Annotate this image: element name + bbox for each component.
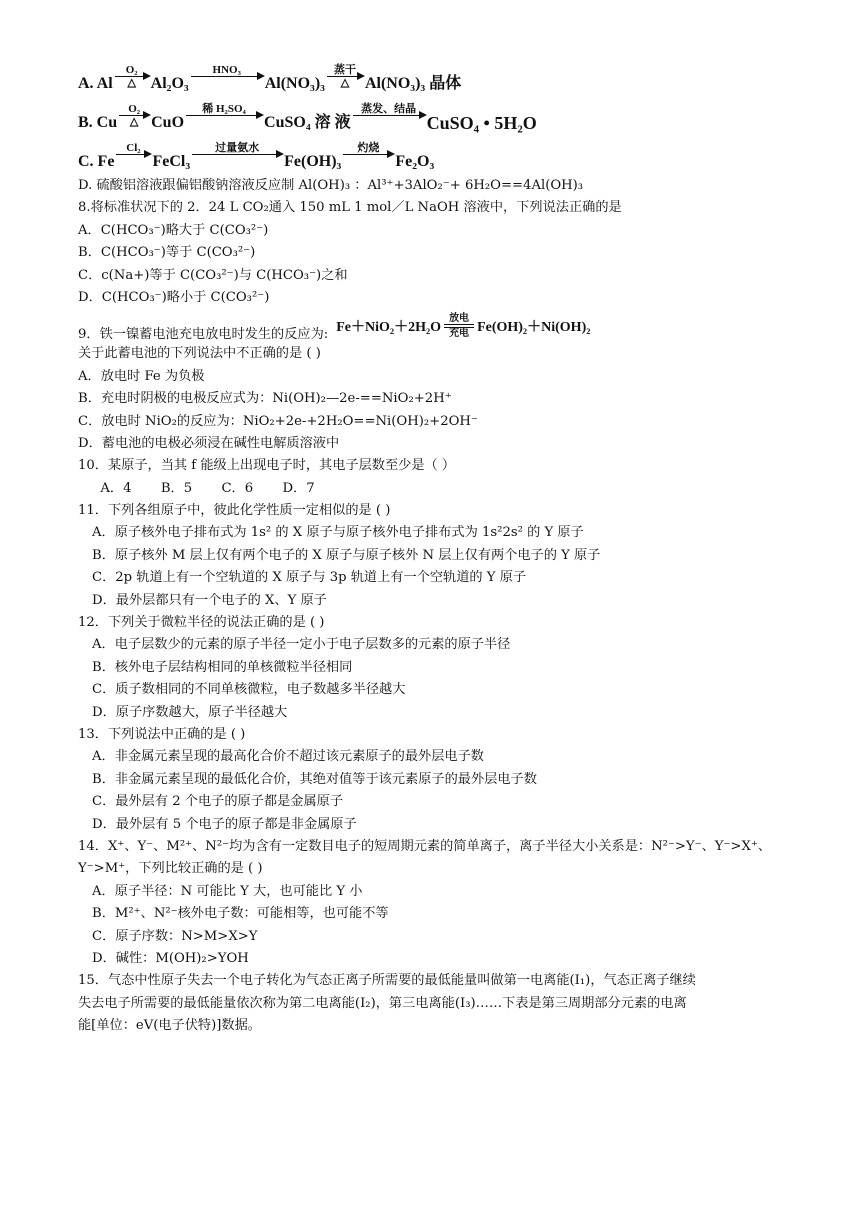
question-14-option-c: C．原子序数：N>M>X>Y (92, 928, 258, 944)
exam-page (78, 58, 798, 1037)
question-12-option-c: C．质子数相同的不同单核微粒，电子数越多半径越大 (92, 682, 406, 698)
reaction-arrow: 稀 H₂SO₄ (186, 103, 262, 128)
question-15-line-3: 能[单位：eV(电子伏特)]数据。 (78, 1018, 261, 1034)
reaction-b-product-1: CuO (151, 113, 185, 131)
reaction-d: D. 硫酸铝溶液跟偏铝酸钠溶液反应制 Al(OH)₃ ：Al³⁺+3AlO₂⁻+ 6H₂O==4Al(OH)₃ (78, 178, 584, 193)
question-13-option-b: B．非金属元素呈现的最低化合价，其绝对值等于该元素原子的最外层电子数 (92, 771, 537, 787)
reaction-arrow: Cl₂ (116, 142, 150, 167)
reaction-b-product-2: CuSO₄ 溶 液 (264, 113, 351, 131)
question-9-equation: Fe＋NiO₂＋2H₂O 放电 充电 Fe(OH)₂＋Ni(OH)₂ (336, 313, 591, 340)
reaction-b (78, 97, 798, 136)
question-9-stem: 9．铁一镍蓄电池充电放电时发生的反应为: (78, 326, 329, 342)
question-12-option-b: B．核外电子层结构相同的单核微粒半径相同 (92, 659, 353, 675)
question-9-option-c: C．放电时 NiO₂的反应为：NiO₂+2e-+2H₂O==Ni(OH)₂+2OH⁻ (78, 413, 478, 429)
question-10-stem: 10．某原子，当其 f 能级上出现电子时，其电子层数至少是（ ） (78, 458, 456, 474)
reaction-arrow: HNO₃ (191, 64, 263, 89)
question-13-option-d: D．最外层有 5 个电子的原子都是非金属原子 (92, 816, 357, 832)
question-12-option-d: D．原子序数越大，原子半径越大 (92, 704, 288, 720)
reaction-arrow: 过量氨水 (192, 142, 282, 167)
question-8-stem: 8.将标准状况下的 2．24 L CO₂通入 150 mL 1 mol／L NaOH 溶液中，下列说法正确的是 (78, 200, 622, 216)
question-13-option-a: A．非金属元素呈现的最高化合价不超过该元素原子的最外层电子数 (92, 749, 484, 765)
reversible-arrow: 放电 充电 (444, 313, 474, 339)
question-9-option-b: B．充电时阴极的电极反应式为：Ni(OH)₂—2e-==NiO₂+2H⁺ (78, 391, 452, 407)
question-11-option-c: C．2p 轨道上有一个空轨道的 X 原子与 3p 轨道上有一个空轨道的 Y 原子 (92, 570, 527, 586)
reaction-arrow: 灼烧 (343, 142, 393, 167)
reaction-a-product-3: Al(NO₃)₃ 晶体 (364, 74, 462, 92)
question-12-option-a: A．电子层数少的元素的原子半径一定小于电子层数多的元素的原子半径 (92, 637, 511, 653)
question-14-stem-1: 14．X⁺、Y⁻、M²⁺、N²⁻均为含有一定数目电子的短周期元素的简单离子，离子半径大小关系是：N²⁻>Y⁻、Y⁻>X⁺、 (78, 838, 772, 854)
question-14-option-b: B．M²⁺、N²⁻核外电子数：可能相等，也可能不等 (92, 906, 389, 922)
question-14-option-a: A．原子半径：N 可能比 Y 大，也可能比 Y 小 (92, 883, 363, 899)
question-9-stem-2: 关于此蓄电池的下列说法中不正确的是 ( ) (78, 346, 321, 362)
reaction-a (78, 58, 798, 97)
reaction-a-product-1: Al₂O₃ (150, 74, 189, 92)
reaction-c-product-3: Fe₂O₃ (395, 152, 435, 170)
reaction-b-label: B. Cu (78, 113, 118, 131)
question-15-line-2: 失去电子所需要的最低能量依次称为第二电离能(I₂)，第三电离能(I₃)……下表是第三周期部分元素的电离 (78, 995, 687, 1011)
reaction-c-label: C. Fe (78, 152, 115, 170)
question-9-option-a: A．放电时 Fe 为负极 (78, 368, 205, 384)
reaction-arrow: O₂ △ (119, 103, 149, 128)
question-8-option-a: A．C(HCO₃⁻)略大于 C(CO₃²⁻) (78, 222, 269, 238)
question-11-option-d: D．最外层都只有一个电子的 X、Y 原子 (92, 592, 327, 608)
question-8-option-c: C．c(Na+)等于 C(CO₃²⁻)与 C(HCO₃⁻)之和 (78, 267, 348, 283)
question-14-stem-2: Y⁻>M⁺，下列比较正确的是 ( ) (78, 861, 263, 877)
reaction-arrow: 蒸干 △ (327, 64, 363, 89)
question-13-stem: 13．下列说法中正确的是 ( ) (78, 726, 246, 742)
question-10-options: A．4 B．5 C．6 D．7 (92, 480, 315, 496)
question-11-option-b: B．原子核外 M 层上仅有两个电子的 X 原子与原子核外 N 层上仅有两个电子的 Y 原子 (92, 547, 601, 563)
question-12-stem: 12．下列关于微粒半径的说法正确的是 ( ) (78, 615, 325, 631)
question-8-option-d: D．C(HCO₃⁻)略小于 C(CO₃²⁻) (78, 289, 270, 305)
question-14-option-d: D．碱性：M(OH)₂>YOH (92, 950, 249, 966)
reaction-c-product-1: FeCl₃ (152, 152, 191, 170)
question-9-stem-row (78, 309, 798, 343)
reaction-a-product-2: Al(NO₃)₃ (264, 74, 325, 92)
reaction-arrow: 蒸发、结晶 (353, 103, 425, 128)
question-9-option-d: D．蓄电池的电极必须浸在碱性电解质溶液中 (78, 435, 340, 451)
question-11-option-a: A．原子核外电子排布式为 1s² 的 X 原子与原子核外电子排布式为 1s²2s² 的 Y 原子 (92, 525, 584, 541)
question-11-stem: 11．下列各组原子中，彼此化学性质一定相似的是 ( ) (78, 503, 391, 519)
question-8-option-b: B．C(HCO₃⁻)等于 C(CO₃²⁻) (78, 245, 256, 261)
question-13-option-c: C．最外层有 2 个电子的原子都是金属原子 (92, 794, 344, 810)
reaction-arrow: O₂ △ (115, 64, 149, 89)
reaction-b-product-3: CuSO₄ • 5H₂O (426, 112, 537, 133)
reaction-a-label: A. Al (78, 74, 113, 92)
reaction-c (78, 136, 798, 175)
question-15-line-1: 15．气态中性原子失去一个电子转化为气态正离子所需要的最低能量叫做第一电离能(I₁)，气态正离子继续 (78, 973, 696, 989)
reaction-c-product-2: Fe(OH)₃ (284, 152, 342, 170)
